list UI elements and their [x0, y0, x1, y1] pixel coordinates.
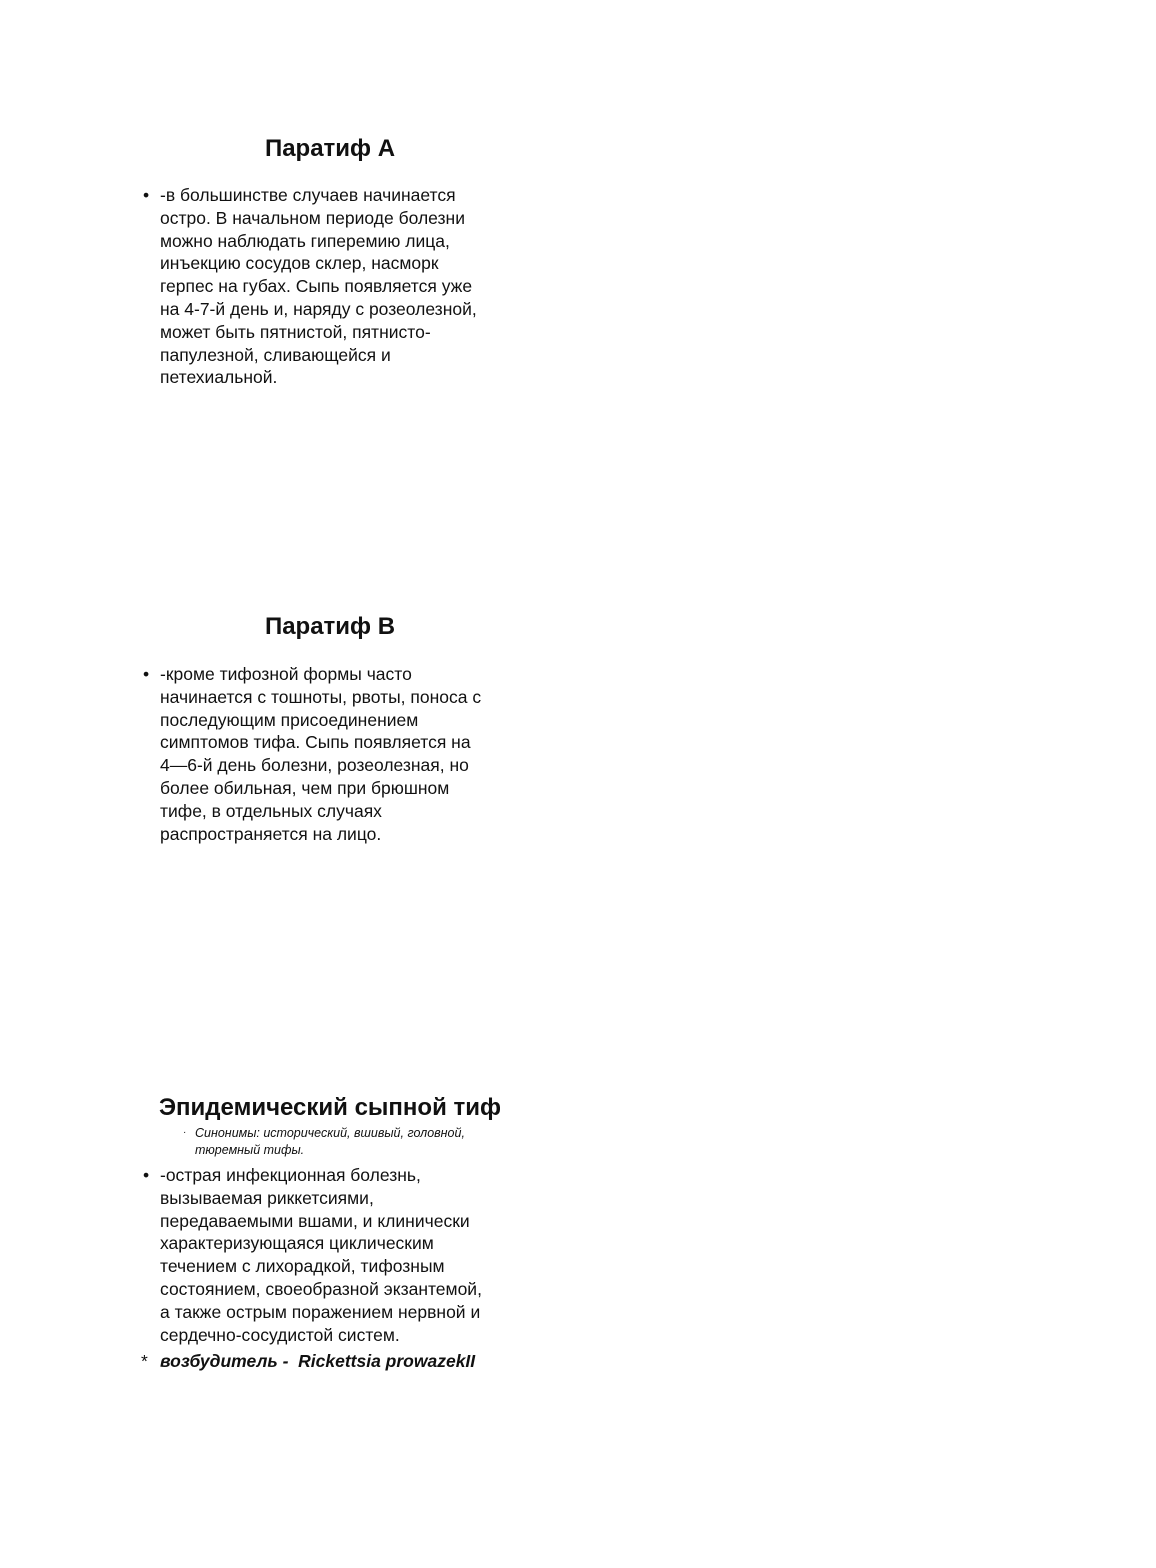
text-line: последующим присоединением — [160, 709, 419, 730]
description-paratyphoid-b — [140, 663, 520, 845]
text-line: -кроме тифозной формы часто — [160, 664, 412, 684]
text-line: а также острым поражением нервной и — [160, 1301, 481, 1322]
text-line: распространяется на лицо. — [160, 823, 382, 844]
description-paratyphoid-a — [140, 184, 520, 389]
text-line: передаваемыми вшами, и клинически — [160, 1210, 470, 1231]
synonyms-note — [140, 1125, 520, 1158]
text-line: сердечно-сосудистой систем. — [160, 1324, 400, 1345]
bullet-marker: • — [143, 1165, 150, 1185]
text-line: на 4-7-й день и, наряду с розеолезной, — [160, 298, 477, 319]
pathogen-text: возбудитель - Rickettsia prowazekII — [160, 1351, 476, 1372]
slide-epidemic-typhus — [140, 1093, 520, 1372]
text-line: папулезной, сливающейся и — [160, 344, 391, 365]
description-epidemic-typhus — [140, 1164, 520, 1346]
bullet-marker: • — [143, 664, 150, 684]
text-line: 4—6-й день болезни, розеолезная, но — [160, 755, 469, 776]
bullet-marker: • — [143, 185, 150, 205]
text-line: вызываемая риккетсиями, — [160, 1187, 374, 1208]
pathogen-line — [140, 1350, 520, 1372]
text-line: остро. В начальном периоде болезни — [160, 207, 465, 228]
text-line: герпес на губах. Сыпь появляется уже — [160, 276, 473, 297]
text-line: -в большинстве случаев начинается — [160, 185, 456, 205]
text-line: течением с лихорадкой, тифозным — [160, 1256, 445, 1277]
subnote-marker: · — [183, 1127, 187, 1138]
text-line: состоянием, своеобразной экзантемой, — [160, 1278, 482, 1299]
text-line: более обильная, чем при брюшном — [160, 777, 450, 798]
asterisk-marker: * — [141, 1351, 148, 1372]
text-line: начинается с тошноты, рвоты, поноса с — [160, 686, 482, 707]
text-line: характеризующаяся циклическим — [160, 1233, 434, 1254]
slide-paratyphoid-a — [140, 134, 520, 389]
text-line: тифе, в отдельных случаях — [160, 800, 382, 821]
text-line: Синонимы: исторический, вшивый, головной, — [195, 1126, 465, 1140]
text-line: инъекцию сосудов склер, насморк — [160, 253, 439, 274]
slide-paratyphoid-b — [140, 612, 520, 845]
slide-title-paratyphoid-a: Паратиф А — [264, 135, 396, 162]
text-line: может быть пятнистой, пятнисто- — [160, 321, 431, 342]
text-line: можно наблюдать гиперемию лица, — [160, 230, 450, 251]
text-line: -острая инфекционная болезнь, — [160, 1165, 421, 1185]
slide-title-paratyphoid-b: Паратиф В — [264, 613, 396, 640]
text-line: петехиальной. — [160, 367, 278, 388]
slide-title-epidemic-typhus: Эпидемический сыпной тиф — [158, 1094, 502, 1121]
text-line: симптомов тифа. Сыпь появляется на — [160, 732, 471, 753]
text-line: тюремный тифы. — [195, 1142, 305, 1157]
